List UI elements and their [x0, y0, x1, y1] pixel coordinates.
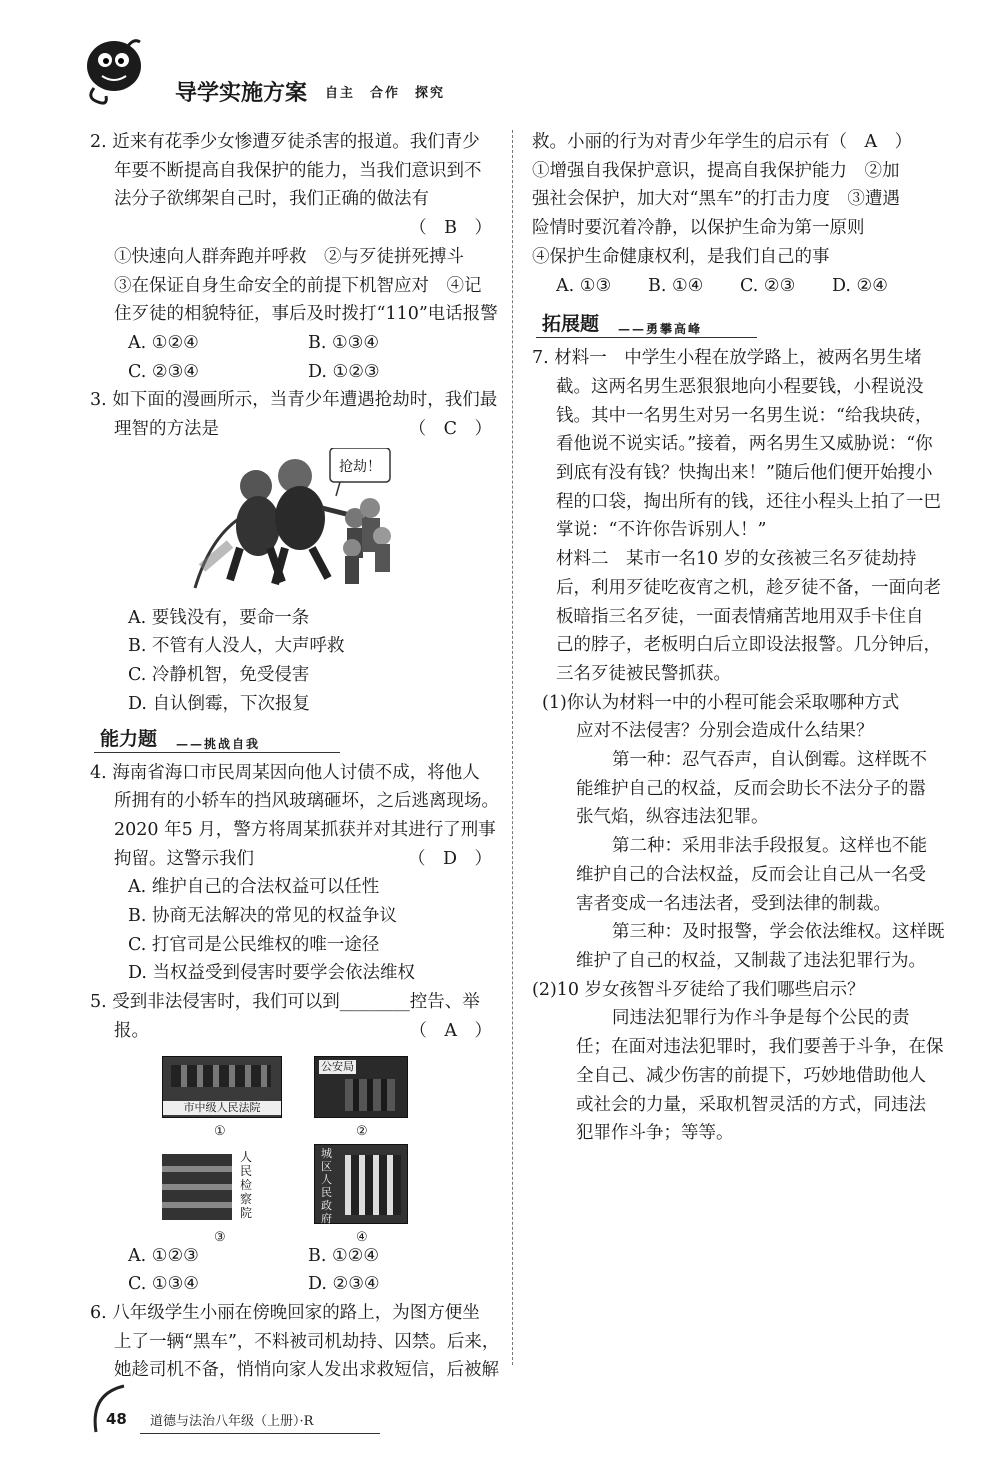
question-text: 救。小丽的行为对青少年学生的启示有（ A ） — [532, 132, 913, 152]
sub-question: (2)10 岁女孩智斗歹徒给了我们哪些启示？ — [532, 979, 865, 1000]
question-4 — [90, 759, 500, 989]
sub-question: (1)你认为材料一中的小程可能会采取哪种方式 — [542, 692, 900, 713]
question-6-continued — [532, 128, 947, 300]
section-title: 拓展题 — [542, 313, 600, 336]
answer-text: 任；在面对违法犯罪时，我们要善于斗争，在保 — [576, 1037, 944, 1058]
header-title: 导学实施方案 — [175, 81, 308, 106]
question-5 — [90, 988, 500, 1299]
option-b: B. 不管有人没人，大声呼救 — [128, 636, 345, 657]
footer-line — [140, 1433, 380, 1434]
section-title: 能力题 — [100, 727, 158, 750]
left-column — [90, 128, 500, 1385]
option-d: D. 自认倒霉，下次报复 — [128, 693, 311, 714]
section-ability-heading — [90, 723, 500, 757]
answer-text: 张气焰，纵容违法犯罪。 — [576, 807, 769, 828]
answer: （ C ） — [408, 419, 492, 440]
speech-bubble-text: 抢劫！ — [339, 458, 381, 475]
option-c: C. ①③④ — [128, 1274, 199, 1295]
answer-text: 能维护自己的权益，反而会助长不法分子的嚣 — [576, 778, 926, 799]
option-c: C. ②③ — [740, 275, 796, 296]
option-b: B. ①②④ — [308, 1245, 380, 1266]
question-item: 强社会保护，加大对“黑车”的打击力度 ③遭遇 — [532, 189, 900, 210]
photo-government: 城区人民政府 — [314, 1144, 408, 1224]
answer-text: 维护自己的合法权益，反而会让自己从一名受 — [576, 864, 926, 885]
page-number: 48 — [106, 1410, 127, 1428]
option-a: A. ①③ — [556, 275, 612, 296]
material-text: 三名歹徒被民警抓获。 — [556, 663, 731, 684]
question-item: ①快速向人群奔跑并呼救 ②与歹徒拼死搏斗 — [114, 246, 464, 267]
photo-court: 市中级人民法院 — [162, 1056, 282, 1118]
section-underline — [94, 752, 340, 753]
option-c: C. 打官司是公民维权的唯一途径 — [128, 934, 380, 955]
right-column — [532, 128, 947, 1148]
answer: （ D ） — [407, 848, 492, 869]
question-text: 拘留。这警示我们 （ D ） — [90, 845, 500, 874]
footer-book-title: 道德与法治八年级（上册）·R — [150, 1414, 314, 1429]
section-tag: ——挑战自我 — [176, 736, 261, 751]
section-underline — [536, 337, 757, 338]
option-a: A. ①②③ — [128, 1245, 199, 1266]
material-text: 后，利用歹徒吃夜宵之机，趁歹徒不备，一面向老 — [556, 577, 941, 598]
question-text: 5. 受到非法侵害时，我们可以到________控告、举 — [90, 992, 480, 1013]
option-b: B. ①③④ — [308, 332, 380, 353]
question-text: 法分子欲绑架自己时，我们正确的做法有 — [114, 189, 429, 210]
material-text: 看他说不说实话。”接着，两名男生又威胁说：“你 — [556, 434, 933, 455]
material-text: 7. 材料一 中学生小程在放学路上，被两名男生堵 — [532, 348, 922, 369]
answer: （ B ） — [409, 218, 492, 239]
material-text: 板暗指三名歹徒，一面表情痛苦地用双手卡住自 — [556, 606, 924, 627]
option-d: D. ②④ — [832, 275, 888, 296]
option-c: C. ②③④ — [128, 361, 199, 382]
question-text: 2020 年5 月，警方将周某抓获并对其进行了刑事 — [114, 819, 496, 840]
answer-text: 或社会的力量，采取机智灵活的方式，同违法 — [576, 1094, 926, 1115]
photo-number: ② — [356, 1123, 368, 1139]
question-text: 她趁司机不备，悄悄向家人发出求救短信，后被解 — [114, 1360, 499, 1381]
question-text: 6. 八年级学生小丽在傍晚回家的路上，为图方便坐 — [90, 1302, 480, 1323]
column-divider — [512, 130, 513, 1365]
question-item: ④保护生命健康权利，是我们自己的事 — [532, 246, 830, 267]
question-text: 上了一辆“黑车”，不料被司机劫持、囚禁。后来， — [114, 1331, 500, 1352]
option-b: B. ①④ — [648, 275, 704, 296]
answer-text: 全自己、减少伤害的前提下，巧妙地借助他人 — [576, 1065, 926, 1086]
question-text: 3. 如下面的漫画所示，当青少年遭遇抢劫时，我们最 — [90, 390, 498, 411]
photo-police: 公安局 — [314, 1056, 408, 1118]
section-extend-heading — [532, 308, 947, 342]
option-d: D. ①②③ — [308, 361, 380, 382]
question-text: 所拥有的小轿车的挡风玻璃砸坏，之后逃离现场。 — [114, 791, 499, 812]
option-c: C. 冷静机智，免受侵害 — [128, 665, 310, 686]
photo-grid — [90, 1046, 500, 1245]
option-d: D. 当权益受到侵害时要学会依法维权 — [128, 963, 416, 984]
answer-text: 第三种：及时报警，学会依法维权。这样既 — [612, 922, 945, 943]
section-tag: ——勇攀高峰 — [618, 322, 703, 337]
question-6 — [90, 1299, 500, 1385]
answer-text: 犯罪作斗争；等等。 — [576, 1123, 734, 1144]
question-text: 2. 近来有花季少女惨遭歹徒杀害的报道。我们青少 — [90, 132, 480, 152]
question-text: 年要不断提高自我保护的能力，当我们意识到不 — [114, 160, 482, 181]
question-item: 住歹徒的相貌特征，事后及时拨打“110”电话报警 — [114, 304, 498, 325]
answer-text: 第一种：忍气吞声，自认倒霉。这样既不 — [612, 750, 927, 771]
option-d: D. ②③④ — [308, 1274, 380, 1295]
question-item: ①增强自我保护意识，提高自我保护能力 ②加 — [532, 160, 900, 181]
material-text: 程的口袋，掏出所有的钱，还往小程头上拍了一巴 — [556, 491, 941, 512]
material-text: 到底有没有钱？快掏出来！”随后他们便开始搜小 — [556, 463, 933, 484]
question-3 — [90, 386, 500, 718]
answer-text: 维护了自己的权益，又制裁了违法犯罪行为。 — [576, 950, 926, 971]
answer-text: 害者变成一名违法者，受到法律的制裁。 — [576, 893, 891, 914]
question-text: 理智的方法是 （ C ） — [90, 415, 500, 444]
photo-number: ① — [214, 1123, 226, 1139]
option-a: A. 要钱没有，要命一条 — [128, 607, 310, 628]
answer: （ A ） — [409, 1020, 492, 1041]
material-text: 钱。其中一名男生对另一名男生说：“给我块砖， — [556, 405, 933, 426]
header-subtitle: 自主 合作 探究 — [325, 86, 446, 101]
cartoon-robbery-image — [90, 448, 500, 596]
question-item: ③在保证自身生命安全的前提下机智应对 ④记 — [114, 275, 482, 296]
photo-number: ④ — [356, 1229, 368, 1245]
mascot-icon — [78, 36, 148, 108]
options-row — [532, 272, 947, 301]
sub-question: 应对不法侵害？分别会造成什么结果？ — [576, 721, 874, 742]
question-text: 4. 海南省海口市民周某因向他人讨债不成，将他人 — [90, 762, 480, 783]
option-b: B. 协商无法解决的常见的权益争议 — [128, 906, 397, 927]
material-text: 己的脖子，老板明白后立即设法报警。几分钟后， — [556, 635, 941, 656]
photo-number: ③ — [214, 1229, 226, 1245]
answer-text: 第二种：采用非法手段报复。这样也不能 — [612, 836, 927, 857]
question-text: 报。 （ A ） — [90, 1017, 500, 1046]
answer-text: 同违法犯罪行为作斗争是每个公民的责 — [612, 1008, 910, 1029]
question-7 — [532, 344, 947, 1148]
material-text: 材料二 某市一名10 岁的女孩被三名歹徒劫持 — [556, 549, 917, 570]
question-item: 险情时要沉着冷静，以保护生命为第一原则 — [532, 218, 865, 239]
material-text: 掌说：“不许你告诉别人！” — [556, 520, 767, 541]
option-a: A. ①②④ — [128, 332, 199, 353]
option-a: A. 维护自己的合法权益可以任性 — [128, 877, 380, 898]
material-text: 截。这两名男生恶狠狠地向小程要钱，小程说没 — [556, 376, 924, 397]
photo-procuratorate: 人民检察院 — [162, 1146, 280, 1222]
question-2 — [90, 128, 500, 386]
